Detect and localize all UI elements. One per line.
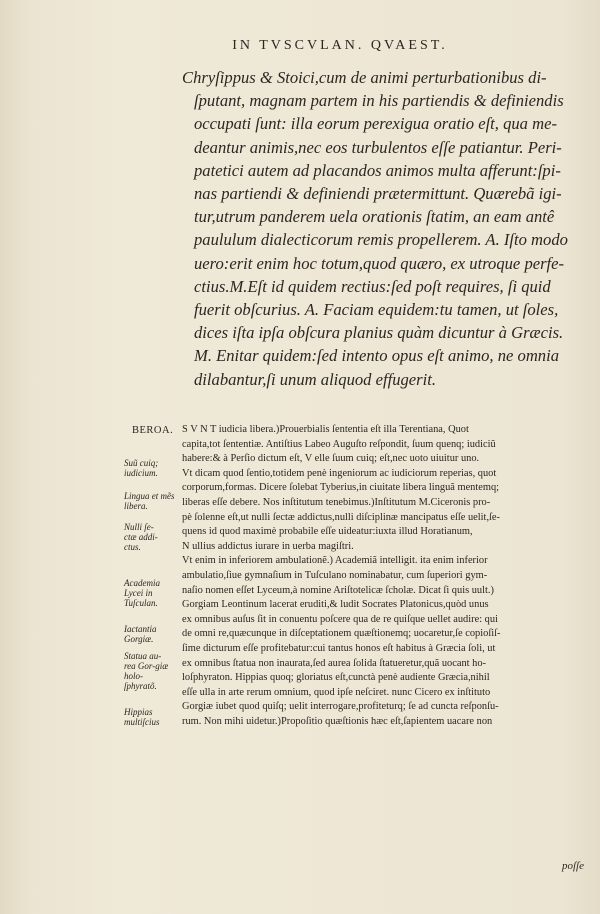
margin-note: Academia Lycei in Tuſculan.	[124, 578, 160, 608]
commentary-line: eſſe ulla in arte rerum omnium, quod ipſe neſciret. nunc Cicero ex inſtituto	[182, 686, 491, 698]
catchword: poſſe	[562, 860, 584, 872]
commentary-line: Gorgiæ iubet quod quiſq; uelit interrogare,profiteturq; ſe ad cuncta reſponſu-	[182, 701, 499, 713]
main-text-line: occupati ſunt: illa eorum perexigua oratio eſt, qua me-	[194, 114, 557, 134]
main-text-line: M. Enitar quidem:ſed intento opus eſt animo, ne omnia	[194, 346, 560, 366]
main-text-line: patetici autem ad placandos animos multa afferunt:ſpi-	[194, 160, 561, 180]
commentary-line: Vt enim in inferiorem ambulationẽ.) Academiã intelligit. ita enim inferior	[182, 555, 488, 567]
main-text-line: Chryſippus & Stoici,cum de animi perturbationibus di-	[182, 68, 547, 87]
main-text-line: tur,utrum panderem uela orationis ſtatim, an eam antê	[194, 207, 555, 227]
margin-note: Statua au-rea Gor-giæ holo-ſphyratõ.	[124, 651, 169, 691]
main-text-line: fuerit obſcurius. A. Faciam equidem:tu tamen, ut ſoles,	[194, 300, 559, 320]
main-text-line: dilabantur,ſi unum aliquod effugerit.	[194, 369, 436, 389]
commentary-line: capita,tot ſententiæ. Antiſtius Labeo Auguſto reſpondit, ſuum quenq; iudiciũ	[182, 438, 496, 450]
main-text-line: ſputant, magnam partem in his partiendis & definiendis	[194, 91, 564, 111]
commentary-line: habere:& à Perſio dictum eſt, V elle ſuum cuiq; eſt,nec uoto uiuitur uno.	[182, 453, 480, 465]
commentary-line: N ullius addictus iurare in uerba magiſtri.	[182, 540, 354, 552]
commentary-line: ambulatio,ſiue gymnaſium in Tuſculano nominabatur, cum ſuperiori gym-	[182, 569, 488, 581]
main-text-line: dices iſta ipſa obſcura planius quàm dicuntur à Græcis.	[194, 323, 564, 343]
margin-note: Nulli ſe-ctæ addi-ctus.	[124, 522, 158, 552]
commentary-line: quens id quod maximè probabile eſſe uideatur:iuxta illud Horatianum,	[182, 526, 473, 538]
margin-note: Lingua et mẽs libera.	[124, 491, 175, 511]
commentary-line: Gorgiam Leontinum lacerat eruditi,& ludit Socrates Platonicus,quòd unus	[182, 599, 489, 611]
commentary-block	[182, 423, 584, 729]
margin-note: Suũ cuiq; iudicium.	[124, 458, 159, 478]
commentary-line: ex omnibus ſtatua non inaurata,ſed aurea ſolida ſtatueretur,quã uocant ho-	[182, 657, 486, 669]
margin-note: Iactantia Gorgiæ.	[124, 624, 157, 644]
commentary-line: pè ſolenne eſt,ut nulli ſectæ addictus,nulli diſciplinæ mancipatus eſſe uelit,ſe-	[182, 511, 500, 523]
commentary-line: ex omnibus auſus ſit in conuentu poſcere qua de re quiſque uellet audire: qui	[182, 613, 498, 625]
main-text-line: paululum dialecticorum remis propellerem. A. Iſto modo	[194, 230, 568, 250]
main-text-line: nas partiendi & definiendi prætermittunt. Quærebã igi-	[194, 184, 562, 204]
main-text-line: ctius.M.Eſt id quidem rectius:ſed poſt requires, ſi quid	[194, 276, 551, 296]
margin-note: Hippias multiſcius	[124, 707, 160, 727]
commentary-line: corporum,formas. Dicere ſolebat Tyberius,in ciuitate libera linguã mentemq;	[182, 482, 500, 494]
commentary-line: loſphyraton. Hippias quoq; gloriatus eſt,cunctà penè audiente Græcia,nihil	[182, 672, 490, 684]
main-text-line: deantur animis,nec eos turbulentos eſſe patiantur. Peri-	[194, 137, 562, 157]
commentary-line: Vt dicam quod ſentio,totidem penè ingeniorum ac iudiciorum reperias, quot	[182, 467, 497, 479]
commentary-line: liberas eſſe debere. Nos inſtitutum tenebimus.)Inſtitutum M.Ciceronis pro-	[182, 496, 491, 508]
running-header: IN TVSCVLAN. QVAEST.	[232, 38, 448, 53]
commentary-line: S V N T iudicia libera.)Prouerbialis ſententia eſt illa Terentiana, Quot	[182, 424, 469, 435]
main-text-block	[182, 66, 582, 391]
margin-note: BEROA.	[132, 425, 174, 436]
commentary-line: naſio nomen eſſet Lyceum,à nomine Ariſtotelicæ ſcholæ. Dicat ſi quis uult.)	[182, 584, 494, 596]
commentary-line: rum. Non mihi uidetur.)Propoſitio quæſtionis hæc eſt,ſapientem uacare non	[182, 715, 493, 727]
commentary-line: de omni re,quæcunque in diſceptationem quæſtionemq; uocaretur,ſe copioſiſ-	[182, 628, 501, 640]
commentary-line: ſime dicturum eſſe profitebatur:cui tantus honos eſt habitus à Græcia ſoli, ut	[182, 642, 496, 654]
main-text-line: uero:erit enim hoc totum,quod quæro, ex utroque perfe-	[194, 253, 565, 273]
